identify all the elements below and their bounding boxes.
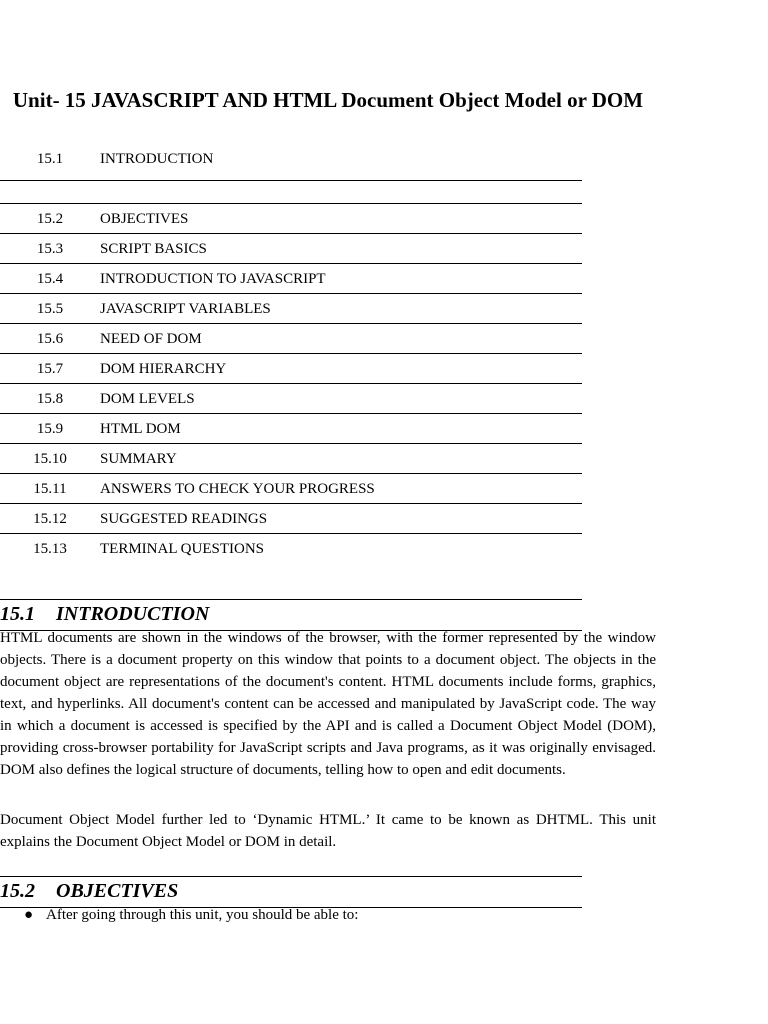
toc-number: 15.11 — [33, 481, 67, 497]
toc-number: 15.12 — [33, 511, 67, 527]
toc-number: 15.8 — [36, 391, 64, 407]
toc-number: 15.10 — [33, 451, 67, 467]
bullet-text: After going through this unit, you should be able to: — [46, 907, 359, 923]
toc-row — [0, 444, 582, 474]
toc-row — [0, 534, 582, 564]
toc-number: 15.5 — [36, 301, 64, 317]
section-number: 15.2 — [0, 880, 35, 902]
toc-row — [0, 294, 582, 324]
toc-number: 15.4 — [36, 271, 64, 287]
toc-label: ANSWERS TO CHECK YOUR PROGRESS — [100, 481, 375, 497]
toc-number: 15.2 — [36, 211, 64, 227]
toc-label: JAVASCRIPT VARIABLES — [100, 301, 271, 317]
toc-row — [0, 414, 582, 444]
toc-number: 15.7 — [36, 361, 64, 377]
toc-label: HTML DOM — [100, 421, 181, 437]
toc-number: 15.1 — [36, 151, 64, 167]
toc-label: INTRODUCTION TO JAVASCRIPT — [100, 271, 326, 287]
bullet-icon: ● — [24, 907, 34, 923]
toc-label: SCRIPT BASICS — [100, 241, 207, 257]
section-title: OBJECTIVES — [56, 880, 179, 902]
section-title: INTRODUCTION — [56, 603, 210, 625]
toc-label: TERMINAL QUESTIONS — [100, 541, 265, 557]
divider — [0, 180, 582, 181]
page-title: Unit- 15 JAVASCRIPT AND HTML Document Object Model or DOM — [12, 88, 644, 112]
toc-number: 15.6 — [36, 331, 64, 347]
toc-number: 15.13 — [33, 541, 67, 557]
toc-row — [0, 474, 582, 504]
section-number: 15.1 — [0, 603, 35, 625]
toc-row — [0, 144, 582, 174]
toc-row — [0, 384, 582, 414]
introduction-paragraph: Document Object Model further led to ‘Dynamic HTML.’ It came to be known as DHTML. This unit explains the Document Object Model or DOM in detail. — [0, 812, 656, 850]
toc-row — [0, 354, 582, 384]
table-of-contents — [0, 144, 582, 564]
toc-row — [0, 234, 582, 264]
toc-row — [0, 204, 582, 234]
toc-spacer-row — [0, 174, 582, 204]
toc-label: DOM HIERARCHY — [100, 361, 227, 377]
toc-label: OBJECTIVES — [100, 211, 189, 227]
toc-row — [0, 264, 582, 294]
toc-label: DOM LEVELS — [100, 391, 195, 407]
toc-row — [0, 324, 582, 354]
toc-label: SUGGESTED READINGS — [100, 511, 268, 527]
introduction-paragraph: HTML documents are shown in the windows of the browser, with the former represented by the window objects. There is a document property on this window that points to a document object. The objects in the document object are representations of the document's content. HTML documents include forms, graphics, text, and hyperlinks. All document's content can be accessed and manipulated by JavaScript code. The way in which a document is accessed is specified by the API and is called a Document Object Model (DOM), providing cross-browser portability for JavaScript scripts and Java programs, as it was originally envisaged. DOM also defines the logical structure of documents, telling how to open and edit documents. — [0, 630, 656, 778]
toc-row — [0, 504, 582, 534]
toc-label: NEED OF DOM — [100, 331, 202, 347]
toc-number: 15.9 — [36, 421, 64, 437]
toc-number: 15.3 — [36, 241, 64, 257]
toc-label: SUMMARY — [100, 451, 177, 467]
toc-label: INTRODUCTION — [100, 151, 214, 167]
